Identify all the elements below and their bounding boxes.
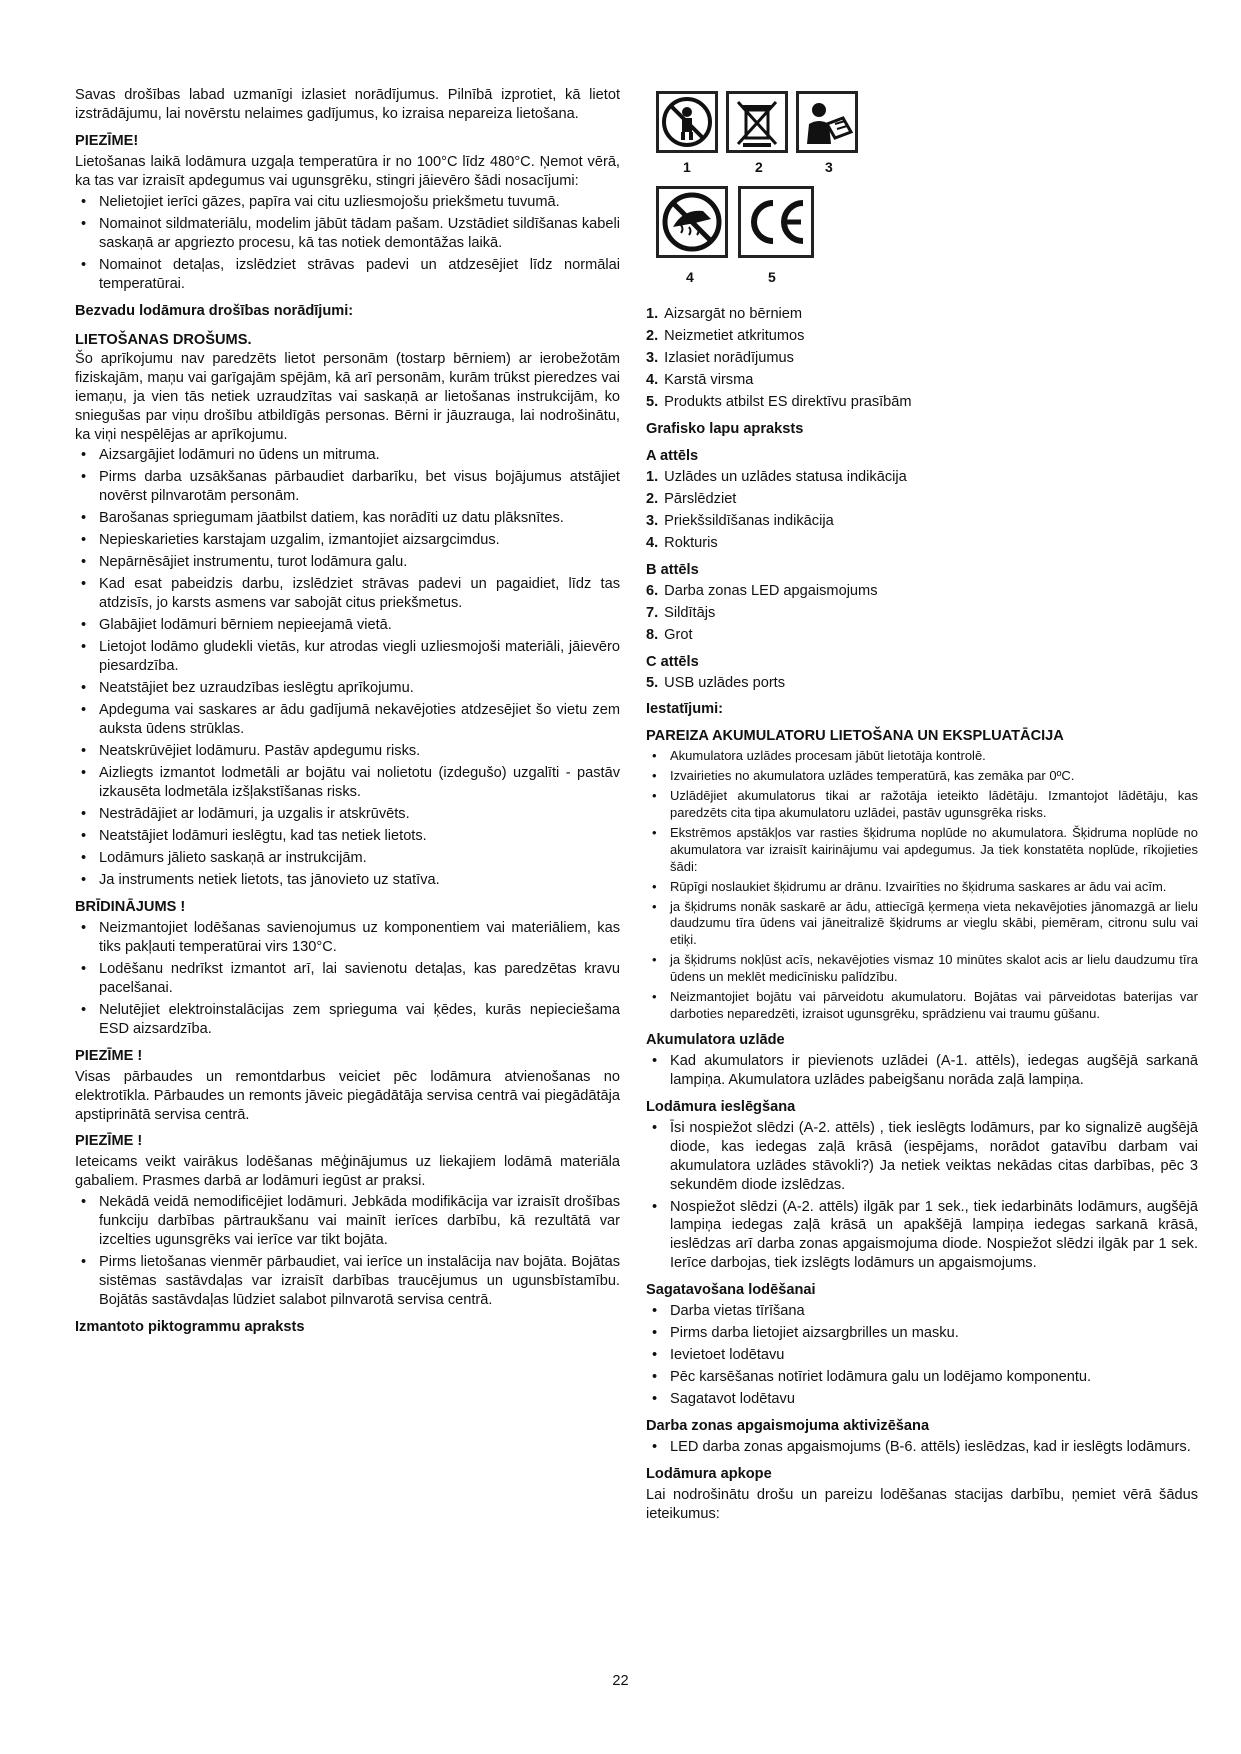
pictogram-number: 5 (768, 269, 776, 285)
left-column (75, 86, 620, 1339)
list-item: 2. Pārslēdziet (646, 490, 737, 507)
pictogram-number: 4 (686, 269, 694, 285)
pictogram-legend (646, 305, 1198, 412)
usage-safety-heading: LIETOŠANAS DROŠUMS. (75, 331, 252, 348)
list-item: • Nomainot detaļas, izslēdziet strāvas padevi un atdzesējiet līdz normālai temperatūrai. (75, 256, 620, 294)
maintenance-paragraph: Lai nodrošinātu drošu un pareizu lodēšanas stacijas darbību, ņemiet vērā šādus ieteikumus: (646, 1487, 1198, 1523)
power-on-heading: Lodāmura ieslēgšana (646, 1098, 796, 1115)
page-number: 22 (612, 1673, 629, 1689)
figure-b-heading: B attēls (646, 561, 699, 578)
list-item: • Nospiežot slēdzi (A-2. attēls) ilgāk par 1 sek., tiek iedarbināts lodāmurs, augšējā lampiņa iedegas zaļā krāsā un apakšējā lampiņa iedegas sarkanā krāsā, ieslēdzas arī darba zonas apgaismojuma diode. Nospiežot slēdzi ilgāk par 1 sek. Ierīce darbojas, tiek izslēgts lodāmurs un apgaismojums. (646, 1198, 1198, 1274)
list-item: 4. Rokturis (646, 534, 718, 551)
list-item: • Nomainot sildmateriālu, modelim jābūt tādam pašam. Uzstādiet sildīšanas kabeli saskaņā ar apgriezto procesu, kā tas notiek demontāžas laikā. (75, 215, 620, 253)
list-item: • Lodāmurs jālieto saskaņā ar instrukcijām. (75, 849, 620, 868)
legend-item: 3. Izlasiet norādījumus (646, 349, 794, 366)
note3-paragraph: Ieteicams veikt vairākus lodēšanas mēģinājumus uz liekajiem lodāmā materiāla gabaliem. Prasmes darbā ar lodāmuri iegūst ar praksi. (75, 1154, 620, 1190)
keep-away-children-icon (656, 91, 718, 153)
note3-list (75, 1193, 620, 1310)
list-item: • Ievietoet lodētavu (646, 1346, 1198, 1365)
list-item: • Izvairieties no akumulatora uzlādes temperatūrā, kas zemāka par 0ºC. (646, 768, 1198, 785)
list-item: • Sagatavot lodētavu (646, 1390, 1198, 1409)
preparation-list (646, 1302, 1198, 1409)
legend-item: 1. Aizsargāt no bērniem (646, 306, 803, 322)
list-item: • Aizliegts izmantot lodmetāli ar bojātu vai nolietotu (izdegušo) uzgalīti - pastāv izkausēta lodmetāla izšļakstīšanas risks. (75, 764, 620, 802)
legend-item: 2. Neizmetiet atkritumos (646, 327, 805, 344)
list-item: • Barošanas spriegumam jāatbilst datiem, kas norādīti uz datu plāksnītes. (75, 509, 620, 528)
list-item: • Kad esat pabeidzis darbu, izslēdziet strāvas padevi un pagaidiet, līdz tas atdzisīs, jo karsts asmens var sabojāt citus priekšmetus. (75, 575, 620, 613)
battery-list (646, 748, 1198, 1022)
list-item: • Glabājiet lodāmuri bērniem nepieejamā vietā. (75, 616, 620, 635)
list-item: • ja šķidrums nokļūst acīs, nekavējoties vismaz 10 minūtes skalot acis ar lielu daudzumu tīra ūdens un meklēt medicīnisku palīdzību. (646, 952, 1198, 986)
list-item: • Nelietojiet ierīci gāzes, papīra vai citu uzliesmojošu priekšmetu tuvumā. (75, 193, 620, 212)
list-item: • Pirms darba uzsākšanas pārbaudiet darbarīku, bet visus bojājumus atstājiet novērst pilnvarotām personām. (75, 468, 620, 506)
list-item: • Kad akumulators ir pievienots uzlādei (A-1. attēls), iedegas augšējā sarkanā lampiņa. Akumulatora uzlādes pabeigšanu norāda zaļā lampiņa. (646, 1052, 1198, 1090)
list-item: • Darba vietas tīrīšana (646, 1302, 1198, 1321)
ce-mark-icon (738, 186, 814, 258)
list-item: • Pirms lietošanas vienmēr pārbaudiet, vai ierīce un instalācija nav bojāta. Bojātas sistēmas sastāvdaļas var izraisīt darbības traucējumus un ugunsbīstamību. Bojātās sastāvdaļas lūdziet salabot pilnvarotā servisa centrā. (75, 1253, 620, 1310)
list-item: • Uzlādējiet akumulatorus tikai ar ražotāja ieteikto lādētāju. Izmantojot lādētāju, kas paredzēts cita tipa akumulatoru uzlādei, pastāv ugunsgrēka risks. (646, 788, 1198, 822)
list-item: • Nepieskarieties karstajam uzgalim, izmantojiet aizsargcimdus. (75, 531, 620, 550)
figure-a-heading: A attēls (646, 447, 699, 464)
note1-heading: PIEZĪME! (75, 132, 139, 149)
pictograms-heading: Izmantoto piktogrammu apraksts (75, 1319, 305, 1336)
figure-a-list (646, 468, 1198, 553)
settings-heading: Iestatījumi: (646, 701, 724, 718)
wireless-safety-heading: Bezvadu lodāmura drošības norādījumi: (75, 302, 354, 319)
usage-paragraph: Šo aprīkojumu nav paredzēts lietot personām (tostarp bērniem) ar ierobežotām fiziskajām, maņu vai garīgajām spējām, kā arī personām, kurām trūkst pieredzes vai iemaņu, ja vien tās netiek uzraudzītas vai saskaņā ar lietošanas instrukcijām, ko sniegušas par viņu drošību atbildīgās personas. Bērni ir jāuzrauga, lai nodrošinātu, ka viņi nespēlējas ar aprīkojumu. (75, 350, 620, 443)
read-manual-icon (796, 91, 858, 153)
list-item: • Ekstrēmos apstākļos var rasties šķidruma noplūde no akumulatora. Šķidruma noplūde no akumulatora var izraisīt kairinājumu vai apdegumus. Ja tiek konstatēta noplūde, rīkojieties šādi: (646, 825, 1198, 876)
legend-item: 4. Karstā virsma (646, 371, 754, 388)
pictogram-number: 1 (683, 159, 691, 175)
note2-heading: PIEZĪME ! (75, 1047, 143, 1064)
figure-b-list (646, 582, 1198, 645)
preparation-heading: Sagatavošana lodēšanai (646, 1282, 816, 1299)
list-item: • Neizmantojiet lodēšanas savienojumus uz komponentiem vai materiāliem, kas tiks pakļauti temperatūrai virs 130°C. (75, 919, 620, 957)
figure-c-list (646, 674, 1198, 693)
list-item: • Lietojot lodāmo gludekli vietās, kur atrodas viegli uzliesmojoši materiāli, jāievēro piesardzība. (75, 638, 620, 676)
list-item: • Lodēšanu nedrīkst izmantot arī, lai savienotu detaļas, kas paredzētas kravu pacelšanai. (75, 960, 620, 998)
legend-item: 5. Produkts atbilst ES direktīvu prasībām (646, 393, 912, 410)
list-item: 7. Sildītājs (646, 604, 716, 621)
list-item: • Aizsargājiet lodāmuri no ūdens un mitruma. (75, 446, 620, 465)
list-item: • ja šķidrums nonāk saskarē ar ādu, attiecīgā ķermeņa vieta nekavējoties jānomazgā ar lielu daudzumu tīra ūdens vai jāneitralizē šķidrums ar vieglu skābi, piemēram, citronu sulu vai etiķi. (646, 899, 1198, 950)
list-item: 6. Darba zonas LED apgaismojums (646, 582, 878, 599)
pictogram-number: 2 (755, 159, 763, 175)
list-item: • LED darba zonas apgaismojums (B-6. attēls) ieslēdzas, kad ir ieslēgts lodāmurs. (646, 1438, 1198, 1457)
warning-heading: BRĪDINĀJUMS ! (75, 898, 186, 915)
warning-list (75, 919, 620, 1039)
list-item: • Nelutējiet elektroinstalācijas zem sprieguma vai ķēdes, kurās nepieciešama ESD aizsardzība. (75, 1001, 620, 1039)
note1-list (75, 193, 620, 294)
graphics-heading: Grafisko lapu apraksts (646, 420, 804, 437)
led-list (646, 1438, 1198, 1457)
list-item: • Nestrādājiet ar lodāmuri, ja uzgalis ir atskrūvēts. (75, 805, 620, 824)
power-on-list (646, 1119, 1198, 1274)
list-item: • Akumulatora uzlādes procesam jābūt lietotāja kontrolē. (646, 748, 1198, 765)
list-item: 1. Uzlādes un uzlādes statusa indikācija (646, 468, 907, 485)
intro-paragraph: Savas drošības labad uzmanīgi izlasiet norādījumus. Pilnībā izprotiet, kā lietot izstrādājumu, lai novērstu nelaimes gadījumus, ko izraisa nepareiza lietošana. (75, 87, 620, 122)
list-item: • Nepārnēsājiet instrumentu, turot lodāmura galu. (75, 553, 620, 572)
hot-surface-icon (656, 186, 728, 258)
usage-list (75, 446, 620, 889)
maintenance-heading: Lodāmura apkope (646, 1466, 772, 1483)
list-item: • Pēc karsēšanas notīriet lodāmura galu un lodējamo komponentu. (646, 1368, 1198, 1387)
list-item: 5. USB uzlādes ports (646, 674, 786, 691)
note1-paragraph: Lietošanas laikā lodāmura uzgaļa temperatūra ir no 100°C līdz 480°C. Ņemot vērā, ka tas var izraisīt apdegumus vai ugunsgrēku, stingri jāievēro šādi nosacījumi: (75, 153, 620, 189)
right-column (646, 86, 1198, 1532)
list-item: 8. Grot (646, 626, 693, 643)
list-item: • Nekādā veidā nemodificējiet lodāmuri. Jebkāda modifikācija var izraisīt drošības funkciju darbības pārtraukšanu vai mainīt ierīces darbību, kā rezultātā var izcelties ugunsgrēks vai ierīce var tikt bojāta. (75, 1193, 620, 1250)
note3-heading: PIEZĪME ! (75, 1133, 143, 1150)
list-item: 3. Priekšsildīšanas indikācija (646, 512, 834, 529)
pictogram-panel (646, 86, 1198, 301)
list-item: • Neatskrūvējiet lodāmuru. Pastāv apdegumu risks. (75, 742, 620, 761)
battery-heading: PAREIZA AKUMULATORU LIETOŠANA UN EKSPLUATĀCIJA (646, 728, 1064, 745)
list-item: • Neizmantojiet bojātu vai pārveidotu akumulatoru. Bojātas vai pārveidotas baterijas var darboties neparedzēti, izraisot ugunsgrēku, sprādzienu vai traumu gūšanu. (646, 989, 1198, 1023)
list-item: • Apdeguma vai saskares ar ādu gadījumā nekavējoties atdzesējiet šo vietu zem auksta ūdens strūklas. (75, 701, 620, 739)
led-heading: Darba zonas apgaismojuma aktivizēšana (646, 1418, 930, 1435)
list-item: • Pirms darba lietojiet aizsargbrilles un masku. (646, 1324, 1198, 1343)
list-item: • Rūpīgi noslaukiet šķidrumu ar drānu. Izvairīties no šķidruma saskares ar ādu vai acīm. (646, 879, 1198, 896)
list-item: • Īsi nospiežot slēdzi (A-2. attēls) , tiek ieslēgts lodāmurs, par ko signalizē augšējā diode, kas iedegas zaļā krāsā (iespējams, norādot gatavību darbam vai akumulatora uzlādes stāvokli?) Ja netiek veiktas nekādas citas darbības, pēc 3 sekundēm diode izslēdzas. (646, 1119, 1198, 1195)
list-item: • Ja instruments netiek lietots, tas jānovieto uz statīva. (75, 871, 620, 890)
crossed-bin-icon (726, 91, 788, 153)
charging-list (646, 1052, 1198, 1090)
note2-paragraph: Visas pārbaudes un remontdarbus veiciet pēc lodāmura atvienošanas no elektrotīkla. Pārbaudes un remonts jāveic piegādātāja servisa centrā vai piegādātāja apstiprinātā servisa centrā. (75, 1068, 620, 1123)
list-item: • Neatstājiet lodāmuri ieslēgtu, kad tas netiek lietots. (75, 827, 620, 846)
charging-heading: Akumulatora uzlāde (646, 1031, 785, 1048)
figure-c-heading: C attēls (646, 653, 699, 670)
pictogram-number: 3 (825, 159, 833, 175)
list-item: • Neatstājiet bez uzraudzības ieslēgtu aprīkojumu. (75, 679, 620, 698)
